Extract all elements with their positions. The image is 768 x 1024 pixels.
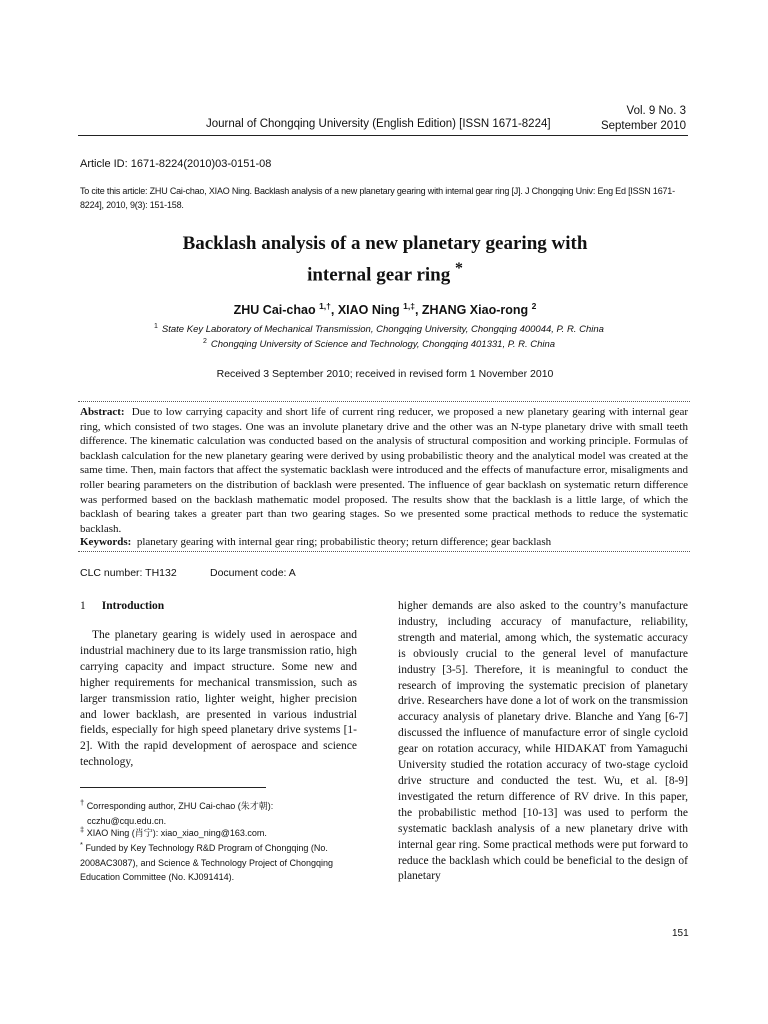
author-sup: 2 <box>531 301 537 311</box>
affiliation-text: Chongqing University of Science and Technology, Chongqing 401331, P. R. China <box>210 339 556 351</box>
affiliation-2 <box>203 338 555 350</box>
author-list <box>80 301 690 317</box>
title-line-1: Backlash analysis of a new planetary gearing with <box>182 233 588 254</box>
footnote-text: Funded by Key Technology R&D Program of Chongqing (No. 2008AC3087), and Science & Technology Project of Chongqing Education Committee (No. KJ091414). <box>80 843 334 882</box>
volume-issue: Vol. 9 No. 3 <box>626 105 686 117</box>
article-id: Article ID: 1671-8224(2010)03-0151-08 <box>80 158 272 170</box>
intro-paragraph-left: The planetary gearing is widely used in aerospace and industrial machinery due to its large transmission ratio, high carrying capacity and impact structure. Some new and higher requirements for mechanical transmission, such as larger transmission ratio, lighter weight, higher precision and lower backlash, are presented in various industrial fields, especially for high speed planetary drive systems [1-2]. With the rapid development of aerospace and science technology, <box>80 629 357 769</box>
affiliation-mark: 2 <box>203 338 207 345</box>
author-name: , ZHANG Xiao-rong <box>414 303 532 318</box>
page-number: 151 <box>672 928 689 939</box>
footnote-rule <box>80 787 266 788</box>
abstract-text: Due to low carrying capacity and short life of current ring reducer, we proposed a new planetary gearing with internal gear ring, which consisted of two stages. One was an involute planetary drive and the other was an N-type planetary drive with small teeth difference. The kinematic calculation was conducted based on the analysis of structural composition and working principle. Formulas of backlash calculation for the new planetary gearing were derived by using probabilistic theory and the analytical model was created at the same time. Then, main factors that affect the systematic backlash were introduced and the effects of manufacture error, misaligments and roller bearing parameters on the distribution of backlash were presented. The influence of gear backlash on systematic return difference was performed based on the backlash mathematic model proposed. The results show that the backlash is a little large, of which the backlash of bearing takes a greater part than two gearing stages. So we presented some practical methods to reduce the systematic backlash. <box>80 406 688 535</box>
author-name: , XIAO Ning <box>330 303 404 318</box>
footnote-funding <box>80 838 358 885</box>
author-sup: 1,‡ <box>403 301 415 311</box>
footnote-text: XIAO Ning (肖宁): xiao_xiao_ning@163.com. <box>86 828 267 838</box>
received-dates: Received 3 September 2010; received in revised form 1 November 2010 <box>216 368 554 380</box>
keywords <box>80 536 551 548</box>
footnote-mark: † <box>80 798 85 807</box>
footnote-mark: * <box>80 840 83 849</box>
header-rule <box>78 135 688 136</box>
keywords-label: Keywords: <box>80 536 132 548</box>
affiliation-1 <box>154 323 604 335</box>
title-line-2 <box>80 256 690 287</box>
section-title: Introduction <box>101 600 165 612</box>
footnote-mark: ‡ <box>80 825 85 834</box>
affiliation-text: State Key Laboratory of Mechanical Transmission, Chongqing University, Chongqing 400044, P. R. China <box>161 324 604 336</box>
abstract-label: Abstract: <box>80 406 125 418</box>
paper-title <box>80 231 690 287</box>
issue-date: September 2010 <box>600 120 686 132</box>
author-sup: 1,† <box>319 301 331 311</box>
section-heading <box>80 600 164 612</box>
section-number: 1 <box>80 600 86 612</box>
abstract-rule-bottom <box>78 551 690 552</box>
title-funding-mark: * <box>455 260 463 277</box>
affiliation-mark: 1 <box>154 323 158 330</box>
abstract-rule-top <box>78 401 690 402</box>
clc-number: CLC number: TH132 <box>80 567 177 579</box>
footnote-text: Corresponding author, ZHU Cai-chao (朱才朝): <box>86 801 274 811</box>
journal-name: Journal of Chongqing University (English Edition) [ISSN 1671-8224] <box>206 118 551 130</box>
title-line-2-text: internal gear ring <box>307 264 451 286</box>
citation: To cite this article: ZHU Cai-chao, XIAO Ning. Backlash analysis of a new planetary gearing with internal gear ring [J]. J Chongqing Univ: Eng Ed [ISSN 1671-8224], 2010, 9(3): 151-158. <box>80 186 675 210</box>
document-code: Document code: A <box>210 567 296 579</box>
abstract <box>80 405 688 536</box>
intro-paragraph-right: higher demands are also asked to the country’s manufacture industry, including accuracy of manufacture, reliability, strength and material, among which, the systematic accuracy is obviously crucial to the general level of manufacture industry [3-5]. Therefore, it is meaningful to conduct the research of improving the systematic precision of planetary drive. Researchers have done a lot of work on the transmission accuracy analysis of planetary drive. Blanche and Yang [6-7] discussed the influence of manufacture error of single cycloid gear on rotation accuracy, while HIDAKAT from Yamaguchi University studied the rotation accuracy of two-stage cycloid drive structure and conducted the test. Wu, et al. [8-9] investigated the return difference of RV drive. In this paper, the probabilistic method [10-13] was used to perform the systematic backlash analysis of a new planetary drive with internal gear ring. Some practical methods were put forward to reduce the backlash which could be beneficial to the design of planetary <box>398 600 688 883</box>
author-name: ZHU Cai-chao <box>233 303 320 318</box>
keywords-text: planetary gearing with internal gear ring; probabilistic theory; return difference; gear backlash <box>136 536 552 548</box>
footnote-email: cczhu@cqu.edu.cn. <box>87 815 167 826</box>
